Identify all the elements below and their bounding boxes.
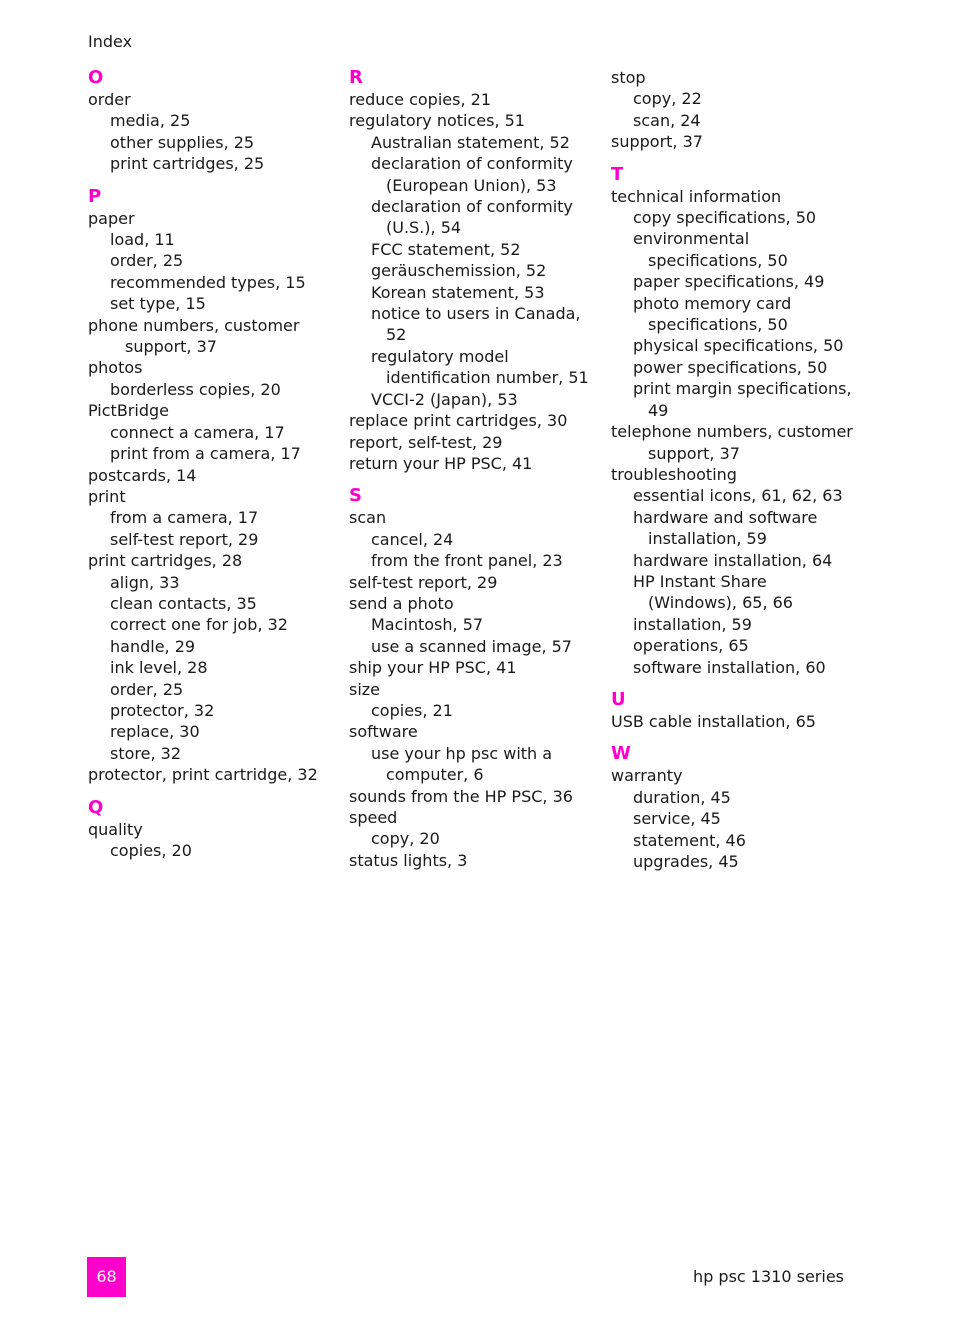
index-subentry: specifications, 50 [648,315,788,335]
index-subentry: upgrades, 45 [633,852,739,871]
index-subentry: store, 32 [110,743,181,763]
index-subentry: connect a camera, 17 [110,422,285,442]
index-entry: sounds from the HP PSC, 36 [349,786,573,806]
index-subentry: other supplies, 25 [110,132,255,152]
index-subentry: print margin specifications, [633,379,852,399]
index-column-2 [349,67,599,871]
index-entry: photos [88,358,143,378]
index-subentry: media, 25 [110,111,191,131]
index-entry: print cartridges, 28 [88,551,243,571]
index-subentry: scan, 24 [633,110,701,130]
index-column-1 [88,67,338,861]
index-subentry: service, 45 [633,809,721,829]
index-subentry: physical specifications, 50 [633,336,844,356]
index-entry: telephone numbers, customer [611,422,853,442]
index-entry: status lights, 3 [349,850,468,870]
index-subentry: HP Instant Share [633,571,767,591]
index-entry: paper [88,208,135,228]
index-subentry: order, 25 [110,679,184,699]
index-subentry: align, 33 [110,572,180,592]
index-entry: ship your HP PSC, 41 [349,658,517,678]
index-subentry: copy specifications, 50 [633,208,817,228]
index-subentry: borderless copies, 20 [110,379,281,399]
index-subentry: set type, 15 [110,294,206,314]
index-subentry: declaration of conformity [371,154,573,174]
page-number: 68 [87,1257,126,1297]
index-subentry: hardware and software [633,507,818,527]
index-subentry: from the front panel, 23 [371,551,563,571]
index-subentry: computer, 6 [386,765,484,785]
index-entry: support, 37 [611,132,703,152]
index-subentry: (European Union), 53 [386,175,557,195]
index-subentry: Australian statement, 52 [371,132,570,152]
index-entry: send a photo [349,593,454,613]
index-subentry: Macintosh, 57 [371,615,484,635]
index-subentry: installation, 59 [633,614,752,634]
index-entry: phone numbers, customer [88,315,300,335]
index-entry: troubleshooting [611,464,737,484]
index-subentry: from a camera, 17 [110,508,259,528]
index-subentry: copies, 21 [371,700,453,720]
index-subentry: print from a camera, 17 [110,444,301,464]
index-subentry: load, 11 [110,230,175,250]
index-column-3 [611,67,851,872]
index-subentry: 52 [386,325,407,345]
index-subentry: paper specifications, 49 [633,272,825,292]
index-subentry: handle, 29 [110,636,196,656]
index-subentry: installation, 59 [648,529,767,549]
index-subentry: use your hp psc with a [371,743,553,763]
section-letter: R [349,67,363,88]
index-subentry: notice to users in Canada, [371,304,581,324]
index-subentry: operations, 65 [633,636,749,656]
index-subentry: geräuschemission, 52 [371,261,547,281]
index-subentry: protector, 32 [110,700,215,720]
index-subentry: use a scanned image, 57 [371,636,572,656]
index-entry: PictBridge [88,401,169,421]
section-letter: T [611,163,624,185]
index-entry: software [349,722,418,742]
index-entry: postcards, 14 [88,465,197,485]
section-letter: P [88,185,102,207]
index-subentry: recommended types, 15 [110,272,306,292]
index-entry: reduce copies, 21 [349,90,491,109]
index-subentry: power specifications, 50 [633,357,828,377]
index-subentry: replace, 30 [110,722,200,742]
index-subentry: hardware installation, 64 [633,550,833,570]
index-subentry: (U.S.), 54 [386,218,462,238]
section-letter: W [611,743,631,765]
index-subentry: ink level, 28 [110,658,208,678]
section-letter: O [88,67,104,88]
index-entry: replace print cartridges, 30 [349,411,568,431]
index-entry: quality [88,819,143,839]
index-subentry: specifications, 50 [648,250,788,270]
index-entry: size [349,679,381,699]
index-entry: return your HP PSC, 41 [349,453,533,473]
index-subentry: (Windows), 65, 66 [648,593,793,613]
running-header: Index [88,32,133,51]
index-subentry: VCCI-2 (Japan), 53 [371,389,518,409]
index-subentry: FCC statement, 52 [371,239,521,259]
index-subentry: order, 25 [110,251,184,271]
index-subentry: photo memory card [633,293,792,313]
product-name-footer: hp psc 1310 series [693,1267,844,1286]
index-entry: speed [349,808,398,827]
index-subentry: declaration of conformity [371,197,573,217]
index-subentry: correct one for job, 32 [110,615,288,635]
index-subentry: self-test report, 29 [110,529,259,549]
index-subentry: statement, 46 [633,830,746,850]
index-subentry: essential icons, 61, 62, 63 [633,486,843,506]
section-letter: Q [88,796,104,818]
index-subentry: duration, 45 [633,787,731,807]
index-subentry: clean contacts, 35 [110,593,257,613]
index-subentry: identification number, 51 [386,368,589,388]
index-subentry: environmental [633,229,750,249]
index-entry: protector, print cartridge, 32 [88,765,318,785]
index-entry: report, self-test, 29 [349,432,503,452]
index-entry: warranty [611,766,683,786]
section-letter: U [611,688,626,710]
index-subentry: cancel, 24 [371,529,454,549]
index-entry: self-test report, 29 [349,572,498,592]
index-subentry: regulatory model [371,346,509,366]
index-subentry: 49 [648,400,669,420]
index-subentry: Korean statement, 53 [371,282,545,302]
index-subentry: copy, 20 [371,829,440,849]
index-subentry: print cartridges, 25 [110,154,265,174]
index-subentry: copy, 22 [633,89,702,109]
index-entry: regulatory notices, 51 [349,111,525,131]
index-subentry: software installation, 60 [633,657,826,677]
index-entry: print [88,486,126,506]
index-entry: USB cable installation, 65 [611,711,816,731]
index-entry: order [88,90,131,109]
index-subentry: copies, 20 [110,841,192,860]
section-letter: S [349,485,362,507]
index-subentry: support, 37 [125,337,217,357]
index-entry: technical information [611,186,782,206]
index-entry: stop [611,68,646,87]
index-subentry: support, 37 [648,443,740,463]
index-entry: scan [349,508,387,528]
